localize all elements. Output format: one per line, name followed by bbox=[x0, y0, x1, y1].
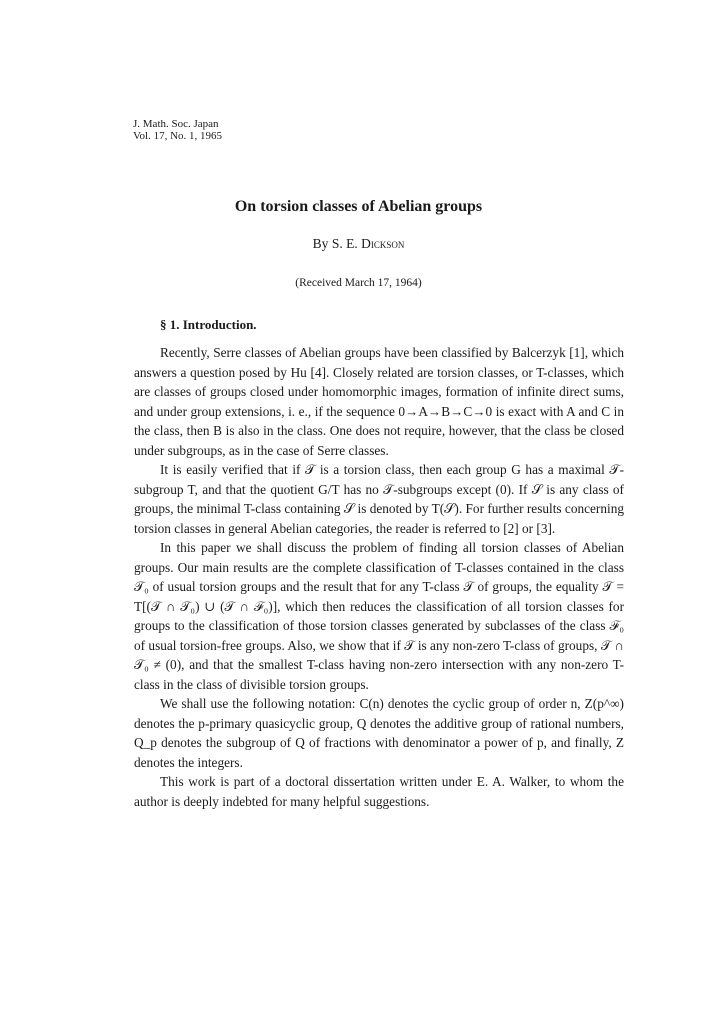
byline-prefix: By bbox=[312, 236, 329, 251]
section-title: Introduction. bbox=[182, 317, 257, 332]
section-number: § 1. bbox=[160, 317, 180, 332]
journal-name: J. Math. Soc. Japan bbox=[133, 118, 219, 130]
byline bbox=[0, 236, 717, 252]
received-date: (Received March 17, 1964) bbox=[295, 277, 422, 289]
author-name: S. E. Dickson bbox=[331, 236, 405, 251]
journal-volume: Vol. 17, No. 1, 1965 bbox=[133, 130, 223, 142]
paragraph-3: In this paper we shall discuss the problem of finding all torsion classes of Abelian groups. Our main results are the complete classification of T-classes contained in the class 𝒯₀ of usual torsion groups and the result that for any T-class 𝒯 of groups, the equality 𝒯 = T[(𝒯 ∩ 𝒯₀) ∪ (𝒯 ∩ ℱ₀)], which then reduces the classification of all torsion classes for groups to the classification of those torsion classes generated by subclasses of the class ℱ₀ of usual torsion-free groups. Also, we show that if 𝒯 is any non-zero T-class of groups, 𝒯 ∩ 𝒯₀ ≠ (0), and that the smallest T-class having non-zero intersection with any non-zero T-class in the class of divisible torsion groups. bbox=[134, 540, 624, 692]
paragraph-4: We shall use the following notation: C(n) denotes the cyclic group of order n, Z(p^∞) denotes the p-primary quasicyclic group, Q denotes the additive group of rational numbers, Q_p denotes the subgroup of Q of fractions with denominator a power of p, and finally, Z denotes the integers. bbox=[134, 696, 624, 770]
body-text bbox=[134, 343, 624, 811]
paragraph-2: It is easily verified that if 𝒯 is a torsion class, then each group G has a maximal 𝒯-subgroup T, and that the quotient G/T has no 𝒯-subgroups except (0). If 𝒮 is any class of groups, the minimal T-class containing 𝒮 is denoted by T(𝒮). For further results concerning torsion classes in general Abelian categories, the reader is referred to [2] or [3]. bbox=[134, 462, 624, 536]
section-heading bbox=[160, 317, 257, 333]
paragraph-5: This work is part of a doctoral dissertation written under E. A. Walker, to whom the author is deeply indebted for many helpful suggestions. bbox=[134, 774, 624, 809]
paragraph-1: Recently, Serre classes of Abelian groups have been classified by Balcerzyk [1], which answers a question posed by Hu [4]. Closely related are torsion classes, or T-classes, which are classes of groups closed under homomorphic images, formation of infinite direct sums, and under group extensions, i. e., if the sequence 0→A→B→C→0 is exact with A and C in the class, then B is also in the class. One does not require, however, that the class be closed under subgroups, as in the case of Serre classes. bbox=[134, 345, 624, 458]
paper-title: On torsion classes of Abelian groups bbox=[234, 198, 483, 215]
journal-citation bbox=[133, 118, 222, 142]
